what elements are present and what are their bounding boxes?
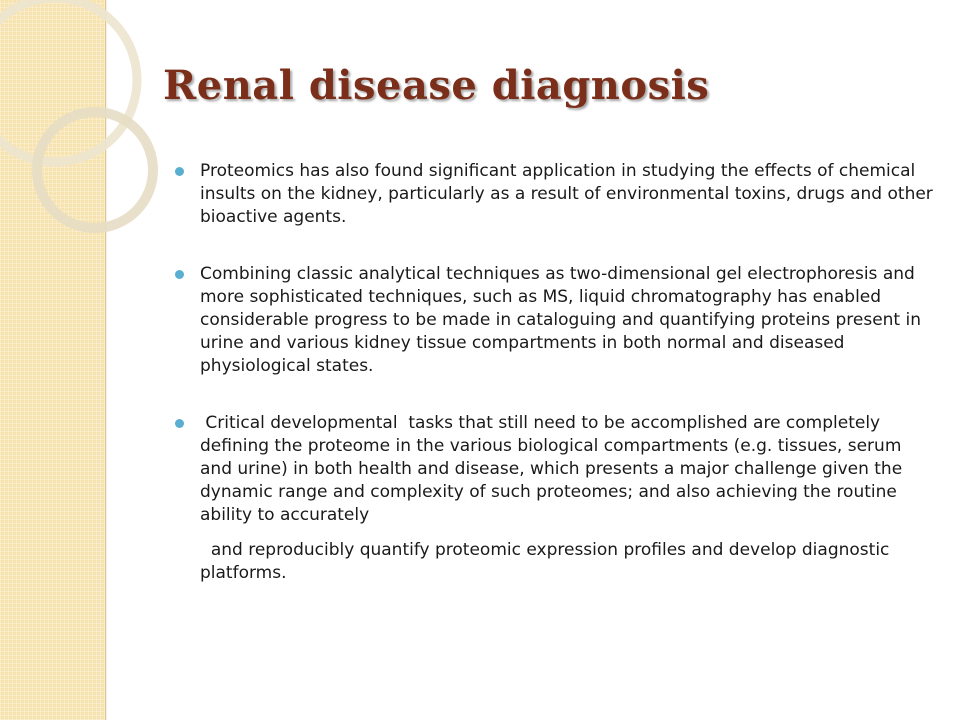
bullet-item	[175, 160, 935, 229]
bullet-text: Proteomics has also found significant application in studying the effects of chemical insults on the kidney, particularly as a result of environmental toxins, drugs and other bioactive agents.	[200, 161, 933, 227]
bullet-item	[175, 412, 935, 527]
bullet-text: Combining classic analytical techniques as two-dimensional gel electrophoresis and more sophisticated techniques, such as MS, liquid chromatography has enabled considerable progress to be made in cataloguing and quantifying proteins present in urine and various kidney tissue compartments in both normal and diseased physiological states.	[200, 264, 921, 376]
bullet-dot-icon	[175, 167, 184, 176]
decor-ring-small	[37, 112, 153, 228]
decor-ring-large	[0, 0, 137, 162]
bullet-dot-icon	[175, 419, 184, 428]
decorative-rings	[0, 0, 200, 260]
bullet-item	[175, 263, 935, 378]
slide-title: Renal disease diagnosis	[163, 62, 710, 109]
bullet-text: Critical developmental tasks that still need to be accomplished are completely defining the proteome in the various biological compartments (e.g. tissues, serum and urine) in both health and disease, which presents a major challenge given the dynamic range and complexity of such proteomes; and also achieving the routine ability to accurately	[200, 413, 908, 525]
bullet-continuation: and reproducibly quantify proteomic expression profiles and develop diagnostic platforms.	[200, 540, 895, 583]
bullet-dot-icon	[175, 270, 184, 279]
bullet-list	[175, 160, 935, 585]
